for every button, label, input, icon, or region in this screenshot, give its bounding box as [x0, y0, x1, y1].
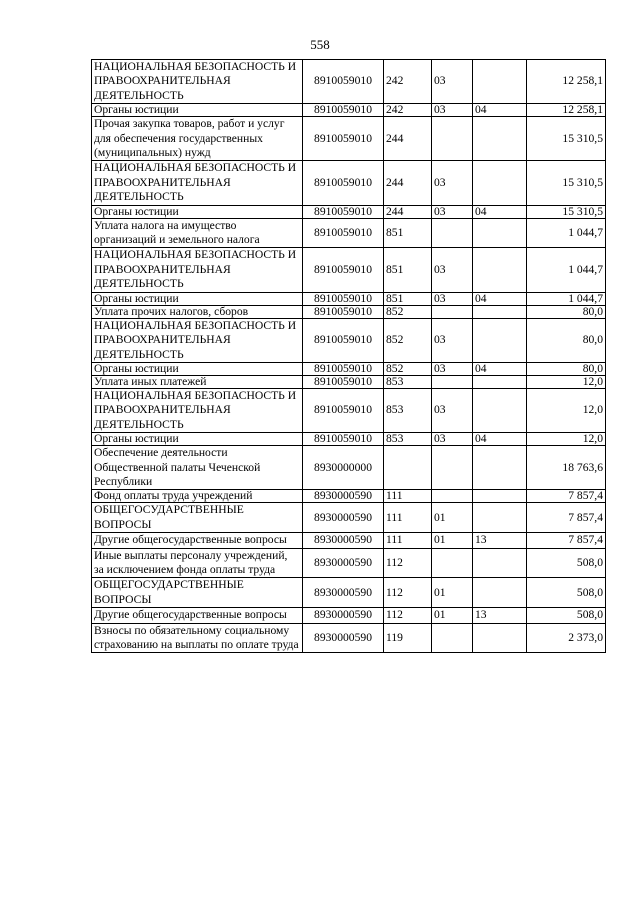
row-name: НАЦИОНАЛЬНАЯ БЕЗОПАСНОСТЬ И ПРАВООХРАНИТЕЛЬНАЯ ДЕЯТЕЛЬНОСТЬ: [92, 60, 303, 104]
row-name: Органы юстиции: [92, 104, 303, 117]
row-amount: 12,0: [527, 388, 606, 432]
table-row: [92, 205, 606, 218]
row-expense-type: 242: [384, 60, 432, 104]
table-row: [92, 318, 606, 362]
table-row: [92, 388, 606, 432]
row-target-code: 8930000590: [303, 490, 384, 503]
row-amount: 12,0: [527, 375, 606, 388]
row-section: [432, 490, 473, 503]
row-expense-type: 852: [384, 318, 432, 362]
row-amount: 1 044,7: [527, 292, 606, 305]
row-section: [432, 305, 473, 318]
row-amount: 12,0: [527, 433, 606, 446]
row-section: 03: [432, 60, 473, 104]
table-row: [92, 375, 606, 388]
row-target-code: 8930000590: [303, 623, 384, 653]
row-name: Уплата иных платежей: [92, 375, 303, 388]
row-amount: 80,0: [527, 318, 606, 362]
row-name: Взносы по обязательному социальному страхованию на выплаты по оплате труда: [92, 623, 303, 653]
row-subsection: 13: [473, 608, 527, 623]
row-subsection: [473, 446, 527, 490]
row-expense-type: [384, 446, 432, 490]
row-expense-type: 852: [384, 305, 432, 318]
row-amount: 12 258,1: [527, 104, 606, 117]
row-amount: 508,0: [527, 578, 606, 608]
row-name: Органы юстиции: [92, 205, 303, 218]
row-section: 03: [432, 161, 473, 205]
row-target-code: 8910059010: [303, 292, 384, 305]
row-name: ОБЩЕГОСУДАРСТВЕННЫЕ ВОПРОСЫ: [92, 503, 303, 533]
table-row: [92, 161, 606, 205]
row-target-code: 8930000000: [303, 446, 384, 490]
row-target-code: 8910059010: [303, 433, 384, 446]
row-amount: 18 763,6: [527, 446, 606, 490]
row-expense-type: 112: [384, 608, 432, 623]
table-row: [92, 446, 606, 490]
row-amount: 15 310,5: [527, 205, 606, 218]
row-expense-type: 851: [384, 292, 432, 305]
row-amount: 508,0: [527, 608, 606, 623]
row-subsection: 04: [473, 362, 527, 375]
row-expense-type: 853: [384, 388, 432, 432]
row-subsection: [473, 388, 527, 432]
row-name: Прочая закупка товаров, работ и услуг для обеспечения государственных (муниципальных) нужд: [92, 117, 303, 161]
row-amount: 7 857,4: [527, 533, 606, 548]
row-expense-type: 853: [384, 433, 432, 446]
row-name: НАЦИОНАЛЬНАЯ БЕЗОПАСНОСТЬ И ПРАВООХРАНИТЕЛЬНАЯ ДЕЯТЕЛЬНОСТЬ: [92, 388, 303, 432]
table-row: [92, 623, 606, 653]
row-name: НАЦИОНАЛЬНАЯ БЕЗОПАСНОСТЬ И ПРАВООХРАНИТЕЛЬНАЯ ДЕЯТЕЛЬНОСТЬ: [92, 248, 303, 292]
row-section: 01: [432, 608, 473, 623]
row-target-code: 8910059010: [303, 375, 384, 388]
row-amount: 12 258,1: [527, 60, 606, 104]
row-expense-type: 119: [384, 623, 432, 653]
row-subsection: [473, 117, 527, 161]
row-section: 03: [432, 205, 473, 218]
row-subsection: [473, 548, 527, 578]
row-target-code: 8910059010: [303, 362, 384, 375]
row-expense-type: 244: [384, 161, 432, 205]
row-amount: 7 857,4: [527, 503, 606, 533]
table-row: [92, 60, 606, 104]
row-expense-type: 112: [384, 548, 432, 578]
row-subsection: 04: [473, 292, 527, 305]
row-section: [432, 375, 473, 388]
table-row: [92, 117, 606, 161]
row-expense-type: 851: [384, 218, 432, 248]
row-target-code: 8910059010: [303, 117, 384, 161]
table-row: [92, 248, 606, 292]
row-amount: 2 373,0: [527, 623, 606, 653]
row-subsection: [473, 218, 527, 248]
row-target-code: 8930000590: [303, 503, 384, 533]
row-subsection: [473, 60, 527, 104]
row-section: 03: [432, 433, 473, 446]
row-name: НАЦИОНАЛЬНАЯ БЕЗОПАСНОСТЬ И ПРАВООХРАНИТЕЛЬНАЯ ДЕЯТЕЛЬНОСТЬ: [92, 161, 303, 205]
table-row: [92, 104, 606, 117]
table-row: [92, 490, 606, 503]
row-name: Уплата прочих налогов, сборов: [92, 305, 303, 318]
row-target-code: 8910059010: [303, 161, 384, 205]
row-amount: 1 044,7: [527, 248, 606, 292]
row-target-code: 8910059010: [303, 248, 384, 292]
row-amount: 15 310,5: [527, 117, 606, 161]
row-target-code: 8910059010: [303, 60, 384, 104]
table-row: [92, 608, 606, 623]
row-section: 03: [432, 388, 473, 432]
row-subsection: 13: [473, 533, 527, 548]
row-amount: 80,0: [527, 305, 606, 318]
row-amount: 15 310,5: [527, 161, 606, 205]
row-section: [432, 623, 473, 653]
row-subsection: 04: [473, 205, 527, 218]
row-amount: 80,0: [527, 362, 606, 375]
row-expense-type: 851: [384, 248, 432, 292]
row-expense-type: 244: [384, 117, 432, 161]
row-name: ОБЩЕГОСУДАРСТВЕННЫЕ ВОПРОСЫ: [92, 578, 303, 608]
row-target-code: 8930000590: [303, 533, 384, 548]
page-number: 558: [310, 37, 330, 52]
table-row: [92, 578, 606, 608]
row-subsection: [473, 503, 527, 533]
row-expense-type: 111: [384, 503, 432, 533]
row-name: Органы юстиции: [92, 292, 303, 305]
table-row: [92, 292, 606, 305]
row-target-code: 8910059010: [303, 218, 384, 248]
row-section: 03: [432, 104, 473, 117]
row-subsection: [473, 375, 527, 388]
row-section: [432, 548, 473, 578]
row-section: 01: [432, 578, 473, 608]
table-row: [92, 305, 606, 318]
table-row: [92, 433, 606, 446]
row-target-code: 8910059010: [303, 388, 384, 432]
table-row: [92, 533, 606, 548]
budget-table-body: [92, 60, 606, 653]
row-section: 03: [432, 292, 473, 305]
row-section: 01: [432, 503, 473, 533]
row-target-code: 8910059010: [303, 104, 384, 117]
row-subsection: [473, 623, 527, 653]
row-amount: 508,0: [527, 548, 606, 578]
row-section: 03: [432, 318, 473, 362]
row-section: 03: [432, 248, 473, 292]
row-subsection: 04: [473, 104, 527, 117]
row-subsection: [473, 161, 527, 205]
row-subsection: [473, 248, 527, 292]
row-name: Органы юстиции: [92, 362, 303, 375]
row-name: Другие общегосударственные вопросы: [92, 608, 303, 623]
row-expense-type: 244: [384, 205, 432, 218]
row-expense-type: 242: [384, 104, 432, 117]
row-expense-type: 853: [384, 375, 432, 388]
row-section: 03: [432, 362, 473, 375]
table-row: [92, 548, 606, 578]
row-section: 01: [432, 533, 473, 548]
row-name: Фонд оплаты труда учреждений: [92, 490, 303, 503]
row-subsection: [473, 490, 527, 503]
row-section: [432, 446, 473, 490]
row-target-code: 8910059010: [303, 205, 384, 218]
row-subsection: 04: [473, 433, 527, 446]
row-target-code: 8910059010: [303, 305, 384, 318]
row-expense-type: 852: [384, 362, 432, 375]
table-row: [92, 362, 606, 375]
row-target-code: 8930000590: [303, 548, 384, 578]
row-expense-type: 111: [384, 490, 432, 503]
row-amount: 1 044,7: [527, 218, 606, 248]
row-target-code: 8930000590: [303, 608, 384, 623]
row-target-code: 8930000590: [303, 578, 384, 608]
table-row: [92, 503, 606, 533]
budget-table: [91, 59, 606, 653]
row-name: Обеспечение деятельности Общественной палаты Чеченской Республики: [92, 446, 303, 490]
row-amount: 7 857,4: [527, 490, 606, 503]
row-expense-type: 112: [384, 578, 432, 608]
row-name: НАЦИОНАЛЬНАЯ БЕЗОПАСНОСТЬ И ПРАВООХРАНИТЕЛЬНАЯ ДЕЯТЕЛЬНОСТЬ: [92, 318, 303, 362]
row-target-code: 8910059010: [303, 318, 384, 362]
row-subsection: [473, 318, 527, 362]
table-row: [92, 218, 606, 248]
row-name: Другие общегосударственные вопросы: [92, 533, 303, 548]
row-subsection: [473, 305, 527, 318]
row-name: Уплата налога на имущество организаций и земельного налога: [92, 218, 303, 248]
row-section: [432, 218, 473, 248]
row-name: Иные выплаты персоналу учреждений, за исключением фонда оплаты труда: [92, 548, 303, 578]
row-section: [432, 117, 473, 161]
row-subsection: [473, 578, 527, 608]
row-name: Органы юстиции: [92, 433, 303, 446]
row-expense-type: 111: [384, 533, 432, 548]
